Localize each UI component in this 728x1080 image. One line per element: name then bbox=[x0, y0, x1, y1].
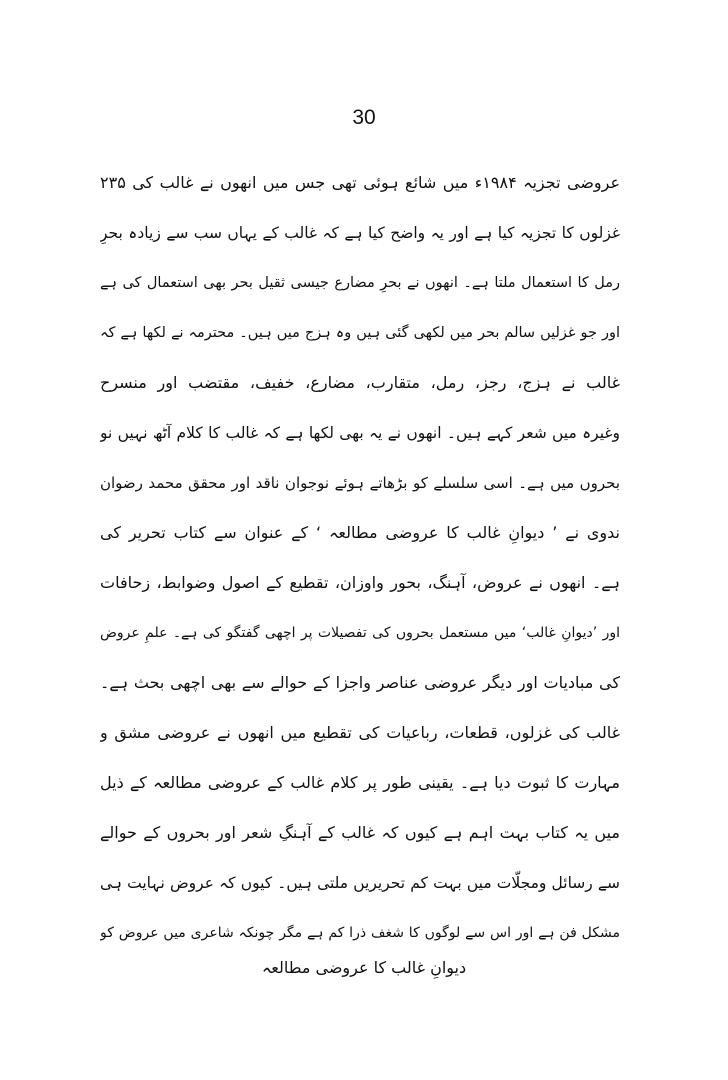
page-number: 30 bbox=[352, 106, 376, 129]
text-line: اور جو غزلیں سالم بحر میں لکھی گئی ہیں وہ ہزج میں ہیں۔ محترمہ نے لکھا ہے کہ bbox=[100, 325, 620, 341]
running-footer: دیوانِ غالب کا عروضی مطالعہ bbox=[261, 958, 467, 977]
text-line: وغیرہ میں شعر کہے ہیں۔ انھوں نے یہ بھی لکھا ہے کہ غالب کا کلام آٹھ نہیں نو bbox=[100, 424, 620, 442]
text-line: ندوی نے ’ دیوانِ غالب کا عروضی مطالعہ ‘ کے عنوان سے کتاب تحریر کی bbox=[100, 523, 620, 542]
text-line: غالب کی غزلوں، قطعات، رباعیات کی تقطیع میں انھوں نے عروضی مشق و bbox=[100, 723, 620, 742]
text-line: اور ’دیوانِ غالب‘ میں مستعمل بحروں کی تفصیلات پر اچھی گفتگو کی ہے۔ علمِ عروض bbox=[100, 625, 620, 641]
text-line: میں یہ کتاب بہت اہم ہے کیوں کہ غالب کے آہنگِ شعر اور بحروں کے حوالے bbox=[100, 823, 620, 842]
text-line: غالب نے ہزج، رجز، رمل، متقارب، مضارع، خفیف، مقتضب اور منسرح bbox=[100, 373, 620, 392]
text-line: بحروں میں ہے۔ اسی سلسلے کو بڑھاتے ہوئے نوجوان ناقد اور محقق محمد رضوان bbox=[100, 474, 620, 492]
text-line: مہارت کا ثبوت دیا ہے۔ یقینی طور پر کلام غالب کے عروضی مطالعہ کے ذیل bbox=[100, 773, 620, 792]
text-line: مشکل فن ہے اور اس سے لوگوں کا شغف ذرا کم ہے مگر چونکہ شاعری میں عروض کو bbox=[100, 925, 620, 941]
text-line: غزلوں کا تجزیہ کیا ہے اور یہ واضح کیا ہے کہ غالب کے یہاں سب سے زیادہ بحرِ bbox=[100, 224, 620, 242]
body-text bbox=[100, 158, 620, 958]
text-line: عروضی تجزیہ ۱۹۸۴ء میں شائع ہوئی تھی جس میں انھوں نے غالب کی ۲۳۵ bbox=[100, 173, 620, 192]
text-line: ہے۔ انھوں نے عروض، آہنگ، بحور واوزان، تقطیع کے اصول وضوابط، زحافات bbox=[100, 573, 620, 592]
text-line: کی مبادیات اور دیگر عروضی عناصر واجزا کے حوالے سے بھی اچھی بحث ہے۔ bbox=[100, 673, 620, 692]
text-line: رمل کا استعمال ملتا ہے۔ انھوں نے بحرِ مضارع جیسی ثقیل بحر بھی استعمال کی ہے bbox=[100, 275, 620, 291]
text-line: سے رسائل ومجلّات میں بہت کم تحریریں ملتی ہیں۔ کیوں کہ عروض نہایت ہی bbox=[100, 874, 620, 892]
